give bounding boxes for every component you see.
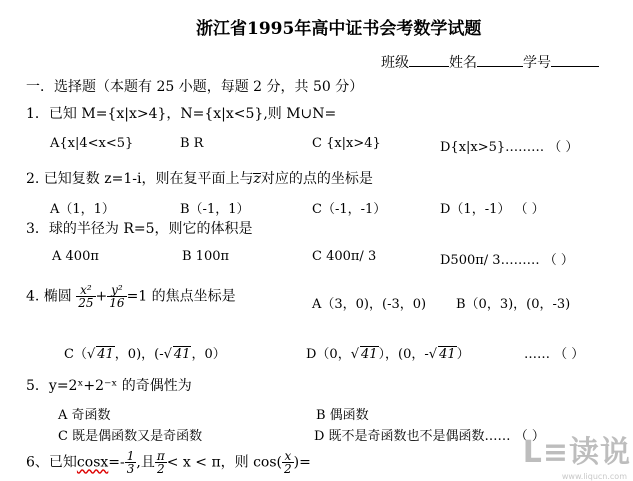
frac-num: π (156, 449, 165, 463)
watermark-logo: L≡读说 (522, 435, 631, 470)
q4-option-b: B（0，3)，(0，-3) (456, 297, 571, 312)
radicand: 41 (173, 347, 191, 362)
frac-den: 25 (78, 296, 94, 310)
q2-pre: 2. 已知复数 z=1-i，则在复平面上与 (26, 171, 254, 187)
frac-den: 3 (126, 462, 135, 476)
q4-option-c (64, 343, 226, 362)
sqrt-sign-icon: √ (428, 347, 438, 362)
frac-den: 2 (156, 462, 165, 476)
q1-option-b: B R (180, 136, 204, 151)
q6-ineq: < x < π，则 cos( (166, 454, 283, 471)
fraction-x-over-2 (282, 450, 294, 475)
class-label: 班级 (381, 55, 409, 71)
q6-mid: ,且 (136, 454, 155, 471)
id-label: 学号 (523, 55, 551, 71)
optd-pre: D（0， (306, 347, 351, 362)
optc-pre: C（ (64, 347, 87, 362)
plus-sign: + (95, 288, 108, 305)
q3-option-b: B 100π (182, 249, 230, 264)
question-5: 5．y=2ˣ+2⁻ˣ 的奇偶性为 (26, 378, 192, 394)
question-2 (26, 168, 373, 188)
q5-option-a: A 奇函数 (58, 408, 111, 423)
student-info (381, 52, 599, 72)
q6-end: )= (293, 454, 311, 471)
class-blank (409, 54, 449, 67)
fraction-y2-over-16 (107, 284, 126, 309)
q2-option-b: B（-1，1） (180, 202, 250, 217)
q3-option-c: C 400π/ 3 (312, 249, 377, 264)
optd-post: ） (456, 347, 470, 362)
sqrt-sign-icon: √ (163, 347, 172, 362)
q4-post: =1 的焦点坐标是 (126, 288, 236, 305)
fraction-1-over-3 (125, 450, 137, 475)
q1-option-a: A{x|4<x<5} (50, 136, 134, 151)
radicand: 41 (361, 347, 378, 362)
q5-option-c: C 既是偶函数又是奇函数 (58, 429, 203, 444)
frac-den: 2 (284, 462, 292, 476)
q5-option-d: D 既不是奇函数也不是偶函数…… （ ） (314, 429, 545, 444)
q6-pre: 6、已知 (26, 454, 77, 471)
sqrt-sign-icon: √ (350, 347, 359, 362)
radicand: 41 (439, 347, 456, 362)
q4-option-a: A（3，0)，(-3，0) (312, 297, 427, 312)
frac-num: x² (76, 284, 95, 297)
q3-option-d: D500π/ 3……… （ ） (440, 253, 574, 268)
watermark-url: www.liqucn.com (561, 472, 627, 481)
sqrt-sign-icon: √ (86, 347, 96, 362)
q2-option-a: A（1，1） (50, 202, 115, 217)
id-blank (551, 54, 599, 67)
q3-option-a: A 400π (52, 249, 99, 264)
frac-den: 16 (109, 296, 125, 310)
question-4 (26, 284, 236, 309)
z-conjugate: z (253, 171, 261, 187)
frac-num: 1 (126, 449, 135, 463)
q1-option-d: D{x|x>5}……… （ ） (440, 140, 579, 155)
fraction-x2-over-25 (76, 284, 95, 309)
q2-option-d: D（1，-1） （ ） (440, 202, 545, 217)
section-heading: 一．选择题（本题有 25 小题，每题 2 分，共 50 分） (26, 79, 364, 95)
fraction-pi-over-2 (155, 450, 167, 475)
frac-num: x (282, 450, 294, 463)
radicand: 41 (97, 347, 114, 362)
q5-option-b: B 偶函数 (316, 408, 369, 423)
name-label: 姓名 (449, 55, 477, 71)
optc-post: ，0） (191, 347, 226, 362)
q2-option-c: C（-1，-1） (312, 202, 387, 217)
question-3: 3．球的半径为 R=5，则它的体积是 (26, 221, 253, 237)
name-blank (477, 54, 523, 67)
question-6 (26, 450, 311, 475)
q4-pre: 4. 椭圆 (26, 288, 72, 305)
optd-mid: ），(0，- (378, 347, 429, 362)
q1-option-c: C {x|x>4} (312, 136, 381, 151)
question-1: 1．已知 M={x|x>4}，N={x|x<5},则 M∪N= (26, 106, 337, 122)
frac-num: y² (107, 284, 126, 297)
q6-eq: =- (108, 454, 125, 471)
q4-option-d (306, 343, 470, 362)
q2-post: 对应的点的坐标是 (260, 171, 373, 187)
q4-tail: …… （ ） (524, 347, 585, 362)
optc-mid: ，0)，(- (114, 347, 164, 362)
exam-title: 浙江省1995年高中证书会考数学试题 (196, 19, 482, 39)
cosx-term: cosx (76, 454, 109, 471)
